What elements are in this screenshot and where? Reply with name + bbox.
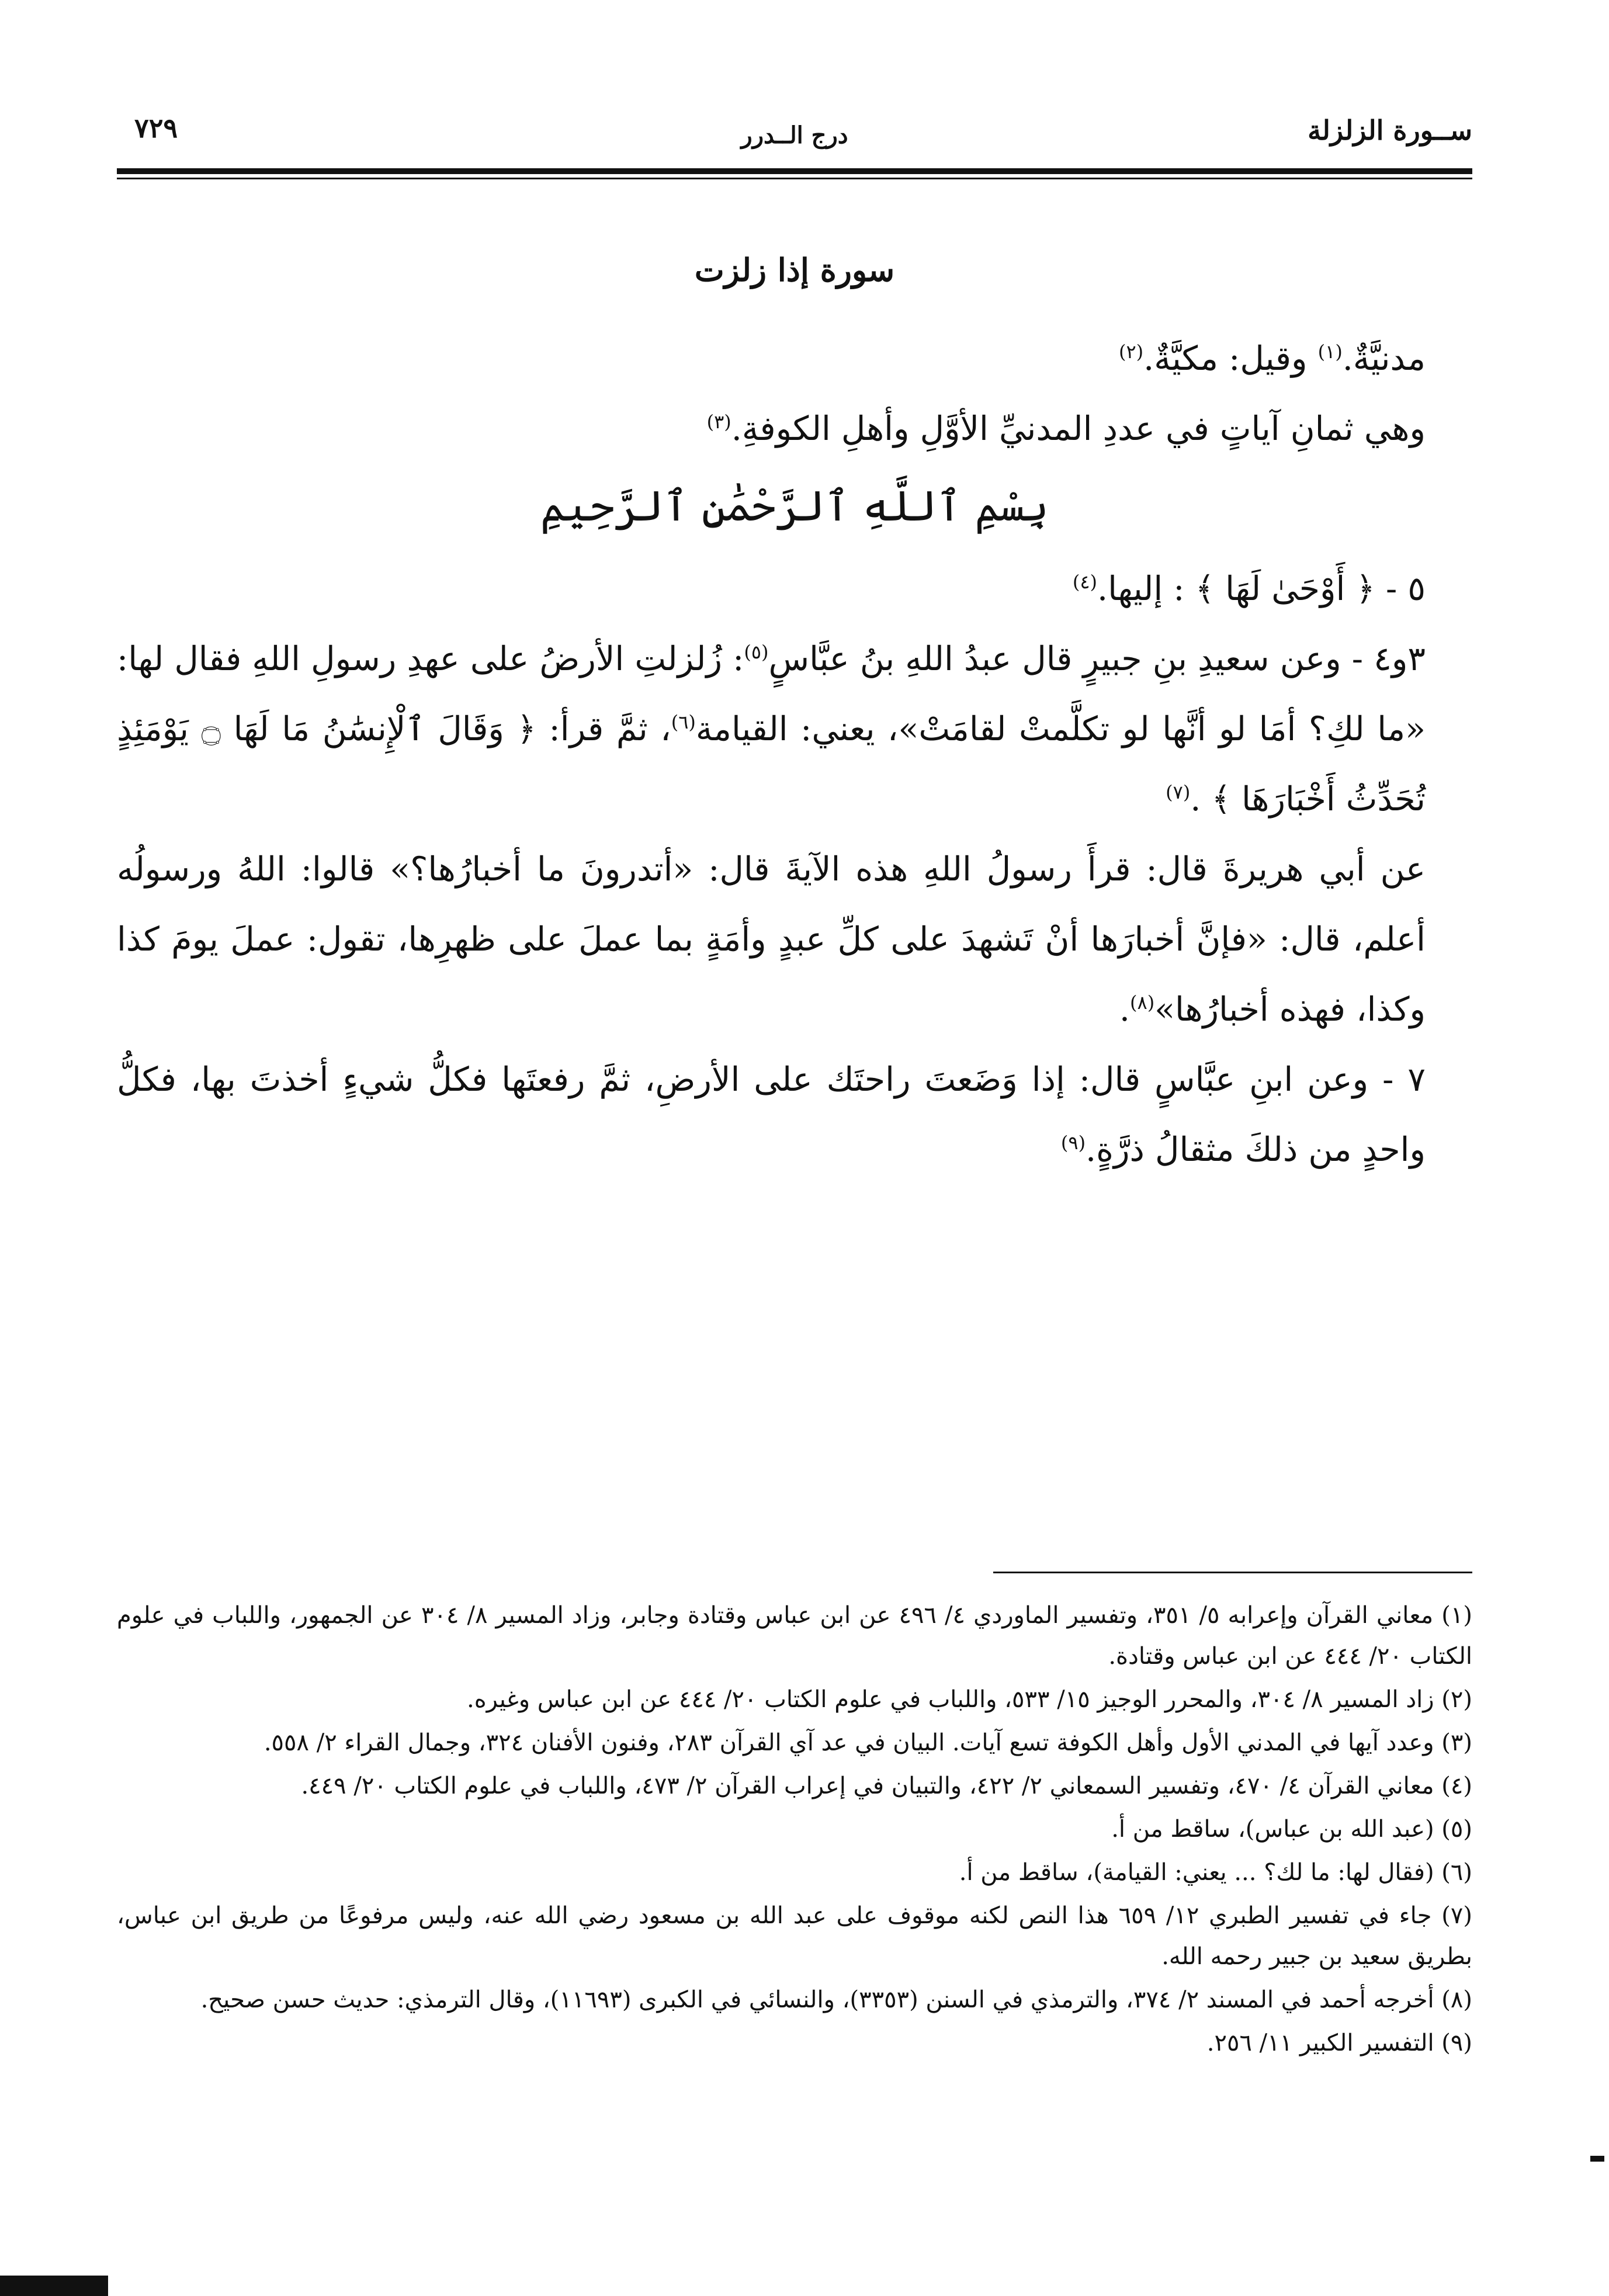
footnote-item: (٦) (فقال لها: ما لك؟ ... يعني: القيامة)، ساقط من أ. <box>959 1859 1472 1886</box>
footnote-item: (٣) وعدد آيها في المدني الأول وأهل الكوفة تسع آيات. البيان في عد آي القرآن ٢٨٣، وفنون الأفنان ٣٢٤، وجمال القراء ٢/ ٥٥٨. <box>263 1729 1472 1756</box>
paragraph-text: عن أبي هريرةَ قال: قرأَ رسولُ اللهِ هذه الآيةَ قال: «أتدرونَ ما أخبارُها؟» قالوا: اللهُ ورسولُه أعلم، قال: «فإنَّ أخبارَها أنْ تَشهدَ على كلِّ عبدٍ وأمَةٍ بما عملَ على ظهرِها، تقول: عملَ يومَ كذا وكذا، فهذه أخبارُها» <box>117 850 1426 1029</box>
footnote-ref: (٥) <box>744 641 769 663</box>
basmala: بِسْمِ ٱللَّهِ ٱلرَّحْمَٰنِ ٱلرَّحِيمِ <box>540 481 1049 530</box>
header-rule-thick <box>117 168 1472 174</box>
scan-edge-mark <box>1590 2156 1604 2162</box>
paragraph-text: مدنيَّةٌ. <box>1342 339 1426 378</box>
paragraph-revelation <box>117 324 1472 394</box>
footnote-ref: (٤) <box>1072 571 1097 593</box>
paragraph-text: . <box>1119 990 1131 1029</box>
footnote-item: (١) معاني القرآن وإعرابه ٥/ ٣٥١، وتفسير الماوردي ٤/ ٤٩٦ عن ابن عباس وقتادة وجابر، وزاد المسير ٨/ ٣٠٤ عن الجمهور، واللباب في علوم الكتاب ٢٠/ ٤٤٤ عن ابن عباس وقتادة. <box>117 1602 1472 1670</box>
footnote-ref: (٣) <box>706 411 731 433</box>
paragraph-verse-5 <box>117 554 1472 624</box>
footnote-ref: (٩) <box>1060 1132 1086 1154</box>
header-page-number: ٧٢٩ <box>134 112 178 144</box>
footnote-ref: (٦) <box>671 711 696 733</box>
footnote-item: (٤) معاني القرآن ٤/ ٤٧٠، وتفسير السمعاني ٢/ ٤٢٢، والتبيان في إعراب القرآن ٢/ ٤٧٣، واللباب في علوم الكتاب ٢٠/ ٤٤٩. <box>301 1773 1472 1799</box>
paragraph-text: ، ثمَّ قرأ: ﴿ وَقَالَ ٱلْإِنسَٰنُ مَا لَهَا ۝ يَوْمَئِذٍ تُحَدِّثُ أَخْبَارَهَا ﴾ . <box>117 710 1426 818</box>
footnote-item: (٨) أخرجه أحمد في المسند ٢/ ٣٧٤، والترمذي في السنن (٣٣٥٣)، والنسائي في الكبرى (١١٦٩٣)، وقال الترمذي: حديث حسن صحيح. <box>200 1986 1472 2013</box>
footnote-item: (٩) التفسير الكبير ١١/ ٢٥٦. <box>1206 2030 1472 2056</box>
header-book-title: درج الــدرر <box>741 122 848 149</box>
paragraph-text: ٧ - وعن ابنِ عبَّاسٍ قال: إذا وَضَعتَ راحتَك على الأرضِ، ثمَّ رفعتَها فكلُّ شيءٍ أخذتَ بها، فكلُّ واحدٍ من ذلكَ مثقالُ ذرَّةٍ. <box>117 1060 1426 1169</box>
header-rule-thin <box>117 178 1472 179</box>
footnote-item: (٧) جاء في تفسير الطبري ١٢/ ٦٥٩ هذا النص لكنه موقوف على عبد الله بن مسعود رضي الله عنه، وليس مرفوعًا من طريق ابن عباس، بطريق سعيد بن جبير رحمه الله. <box>117 1902 1472 1970</box>
scan-edge-mark <box>0 2276 108 2296</box>
footnotes <box>117 1595 1472 2066</box>
footnote-item: (٢) زاد المسير ٨/ ٣٠٤، والمحرر الوجيز ١٥/ ٥٣٣، واللباب في علوم الكتاب ٢٠/ ٤٤٤ عن ابن عباس وغيره. <box>466 1686 1472 1713</box>
paragraph-text: ٥ - ﴿ أَوْحَىٰ لَهَا ﴾ : إليها. <box>1097 570 1426 608</box>
surah-title: سورة إذا زلزت <box>694 251 895 289</box>
main-text <box>117 251 1472 1185</box>
running-header <box>117 99 1472 164</box>
paragraph-text: : زُلزلتِ الأرضُ على عهدِ رسولِ اللهِ فقال لها: «ما لكِ؟ أمَا لو أنَّها لو تكلَّمتْ لقامَتْ»، يعني: القيامة <box>117 640 1426 748</box>
paragraph-text: وهي ثمانِ آياتٍ في عددِ المدنيِّ الأوَّلِ وأهلِ الكوفةِ. <box>731 410 1426 448</box>
paragraph-abu-hurayra <box>117 834 1472 1045</box>
footnote-divider <box>993 1572 1472 1573</box>
footnote-ref: (٧) <box>1166 781 1191 803</box>
paragraph-verse-7 <box>117 1045 1472 1185</box>
book-page <box>117 99 1472 2226</box>
header-surah-name: ســورة الزلزلة <box>1308 115 1472 146</box>
footnote-ref: (٨) <box>1130 991 1155 1014</box>
paragraph-text: وقيل: مكيَّةٌ. <box>1143 339 1318 378</box>
footnote-ref: (١) <box>1317 341 1343 363</box>
footnote-ref: (٢) <box>1119 341 1144 363</box>
paragraph-text: ٣و٤ - وعن سعيدِ بنِ جبيرٍ قال عبدُ اللهِ بنُ عبَّاسٍ <box>768 640 1426 678</box>
paragraph-verse-count <box>117 394 1472 464</box>
paragraph-verses-3-4 <box>117 624 1472 834</box>
footnote-item: (٥) (عبد الله بن عباس)، ساقط من أ. <box>1111 1816 1472 1843</box>
